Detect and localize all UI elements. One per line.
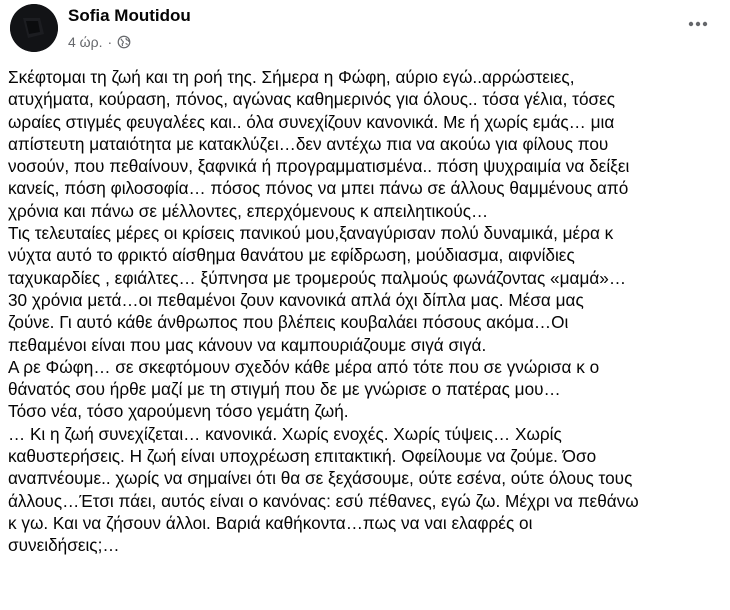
post-text-line: απίστευτη ματαιότητα με κατακλύζει…δεν αντέχω πια να ακούω για φίλους που — [8, 133, 609, 154]
post-text-line: θάνατός σου ήρθε μαζί με τη στιγμή που δε με γνώρισε ο πατέρας μου… — [8, 379, 561, 400]
post-header — [10, 4, 720, 54]
post-text-line: ατυχήματα, κούραση, πόνος, αγώνας καθημερινός για όλους.. τόσα γέλια, τόσες — [8, 89, 616, 110]
more-options-button[interactable] — [684, 10, 712, 38]
post-text-line: άλλους…Έτσι πάει, αυτός είναι ο κανόνας: εσύ πέθανες, εγώ ζω. Μέχρι να πεθάνω — [8, 490, 639, 511]
post-text-line: Τις τελευταίες μέρες οι κρίσεις πανικού μου,ξαναγύρισαν πολύ δυναμικά, μέρα κ — [8, 223, 614, 244]
avatar-image — [10, 4, 58, 52]
post-text-line: 30 χρόνια μετά…οι πεθαμένοι ζουν κανονικά απλά όχι δίπλα μας. Μέσα μας — [8, 289, 584, 310]
post-text-line: πεθαμένοι είναι που μας κάνουν να καμπουριάζουμε σιγά σιγά. — [8, 334, 487, 355]
post-text-line: κανείς, πόση φιλοσοφία… πόσος πόνος να μπει πάνω σε άλλους θαμμένους από — [8, 178, 629, 199]
post-meta — [68, 34, 131, 50]
more-horizontal-icon — [688, 21, 708, 27]
post-text-line: ζούνε. Γι αυτό κάθε άνθρωπος που βλέπεις κουβαλάει πόσους ακόμα…Οι — [8, 312, 569, 333]
avatar[interactable] — [10, 4, 58, 52]
post-text-line: νοσούν, που πεθαίνουν, ξαφνικά ή προγραμματισμένα.. πόση ψυχραιμία να δείξει — [8, 156, 630, 177]
post-text-line: νύχτα αυτό το φρικτό αίσθημα θανάτου με εφίδρωση, μούδιασμα, αιφνίδιες — [8, 245, 575, 266]
post-text-line: Σκέφτομαι τη ζωή και τη ροή της. Σήμερα η Φώφη, αύριο εγώ..αρρώστειες, — [8, 67, 575, 87]
post-text-line: συνειδήσεις;… — [8, 535, 120, 556]
post-text-line: χρόνια και πάνω σε μέλλοντες, επερχόμενους κ απειλητικούς… — [8, 200, 489, 221]
globe-icon[interactable] — [117, 35, 131, 49]
post-text-line: Τόσο νέα, τόσο χαρούμενη τόσο γεμάτη ζωή. — [8, 401, 349, 422]
post-text-line: κ γω. Και να ζήσουν άλλοι. Βαριά καθήκοντα…πως να ναι ελαφρές οι — [8, 512, 533, 533]
author-name[interactable]: Sofia Moutidou — [68, 6, 191, 25]
post-text-line: αναπνέουμε.. χωρίς να σημαίνει ότι θα σε ξεχάσουμε, ούτε εσένα, ούτε όλους τους — [8, 468, 633, 489]
post-text — [8, 66, 724, 557]
post-text-line: Α ρε Φώφη… σε σκεφτόμουν σχεδόν κάθε μέρα από τότε που σε γνώρισα κ ο — [8, 356, 600, 377]
post-text-line: ταχυκαρδίες , εφιάλτες… ξύπνησα με τρομερούς παλμούς φωνάζοντας «μαμά»… — [8, 267, 627, 288]
meta-separator: · — [107, 34, 113, 50]
post-text-line: … Κι η ζωή συνεχίζεται… κανονικά. Χωρίς ενοχές. Χωρίς τύψεις… Χωρίς — [8, 423, 562, 444]
post-text-line: ωραίες στιγμές φευγαλέες και.. όλα συνεχίζουν κανονικά. Με ή χωρίς εμάς… μια — [8, 111, 615, 132]
post-timestamp[interactable]: 4 ώρ. — [68, 34, 103, 50]
post-text-line: καθυστερήσεις. Η ζωή είναι υποχρέωση επιτακτική. Οφείλουμε να ζούμε. Όσο — [8, 446, 597, 467]
